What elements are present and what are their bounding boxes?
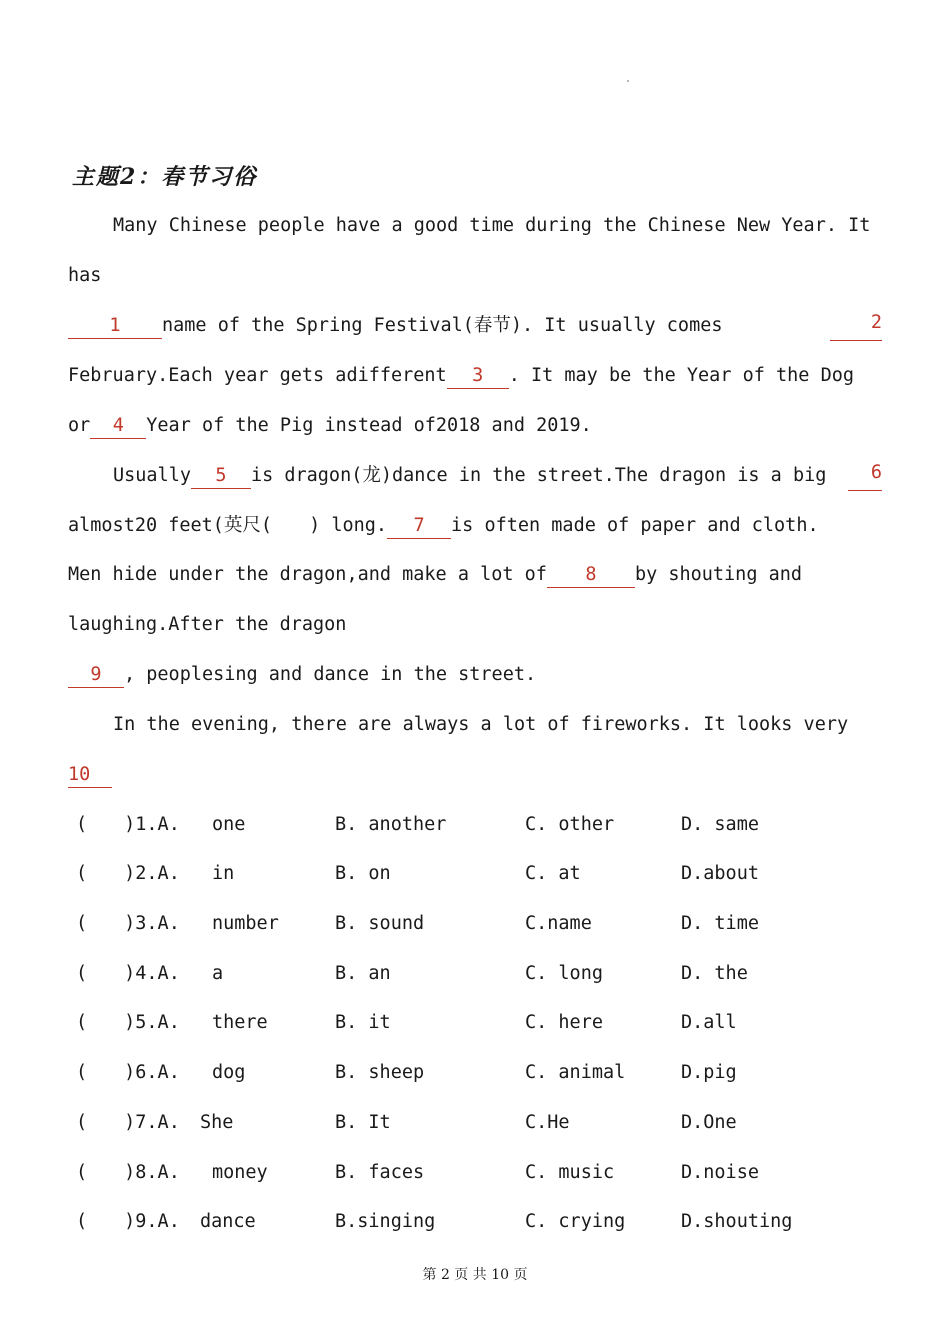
passage-line: Men hide under the dragon,and make a lot of 8 by shouting and: [68, 560, 882, 590]
option-c[interactable]: C. other: [525, 814, 615, 835]
option-d[interactable]: D.One: [681, 1112, 737, 1133]
page-footer: 第 2 页 共 10 页: [422, 1267, 528, 1283]
option-c[interactable]: C.He: [525, 1112, 570, 1133]
blank-7[interactable]: 7: [387, 514, 451, 539]
option-a[interactable]: money: [212, 1162, 268, 1183]
question-number: ( )8.A.: [76, 1162, 180, 1183]
passage-line: 9 , peoplesing and dance in the street.: [68, 660, 882, 690]
option-c[interactable]: C. long: [525, 963, 603, 984]
question-number: ( )1.A.: [76, 814, 180, 835]
blank-9[interactable]: 9: [68, 663, 124, 688]
option-a[interactable]: one: [212, 814, 246, 835]
passage-line: or 4 Year of the Pig instead of2018 and 2019.: [68, 411, 882, 441]
option-a[interactable]: there: [212, 1012, 268, 1033]
option-d[interactable]: D. same: [681, 814, 759, 835]
blank-2[interactable]: 2: [830, 311, 882, 341]
option-c[interactable]: C.name: [525, 913, 592, 934]
option-a[interactable]: a: [212, 963, 224, 984]
question-number: ( )9.A.: [76, 1211, 180, 1232]
option-b[interactable]: B. faces: [335, 1162, 425, 1183]
option-d[interactable]: D. time: [681, 913, 759, 934]
blank-3[interactable]: 3: [447, 364, 509, 389]
option-c[interactable]: C. at: [525, 863, 581, 884]
option-a[interactable]: dance: [200, 1211, 256, 1232]
option-d[interactable]: D.about: [681, 863, 759, 884]
option-c[interactable]: C. here: [525, 1012, 603, 1033]
blank-8[interactable]: 8: [547, 563, 635, 588]
option-c[interactable]: C. music: [525, 1162, 615, 1183]
option-d[interactable]: D.pig: [681, 1062, 737, 1083]
option-a[interactable]: dog: [212, 1062, 246, 1083]
speck: [627, 80, 629, 82]
passage-line: In the evening, there are always a lot of fireworks. It looks very: [113, 714, 849, 735]
question-number: ( )6.A.: [76, 1062, 180, 1083]
question-number: ( )3.A.: [76, 913, 180, 934]
passage-line: February.Each year gets adifferent 3 . It may be the Year of the Dog: [68, 361, 882, 391]
section-heading: 主题2：春节习俗: [72, 164, 258, 190]
option-b[interactable]: B. another: [335, 814, 447, 835]
blank-6[interactable]: 6: [848, 461, 882, 491]
option-b[interactable]: B. an: [335, 963, 391, 984]
option-a[interactable]: She: [200, 1112, 234, 1133]
question-number: ( )2.A.: [76, 863, 180, 884]
option-b[interactable]: B. It: [335, 1112, 391, 1133]
question-number: ( )5.A.: [76, 1012, 180, 1033]
passage-line: Many Chinese people have a good time during the Chinese New Year. It: [113, 215, 871, 236]
option-a[interactable]: in: [212, 863, 235, 884]
option-b[interactable]: B. sheep: [335, 1062, 425, 1083]
passage-line: almost20 feet(英尺( ) long. 7 is often made of paper and cloth.: [68, 511, 882, 541]
option-b[interactable]: B. sound: [335, 913, 425, 934]
option-d[interactable]: D. the: [681, 963, 748, 984]
blank-5[interactable]: 5: [191, 464, 251, 489]
blank-10[interactable]: 10: [68, 763, 112, 788]
passage-line: [68, 760, 882, 790]
option-c[interactable]: C. crying: [525, 1211, 626, 1232]
option-c[interactable]: C. animal: [525, 1062, 626, 1083]
question-number: ( )7.A.: [76, 1112, 180, 1133]
option-b[interactable]: B. it: [335, 1012, 391, 1033]
question-number: ( )4.A.: [76, 963, 180, 984]
option-b[interactable]: B.singing: [335, 1211, 436, 1232]
blank-4[interactable]: 4: [90, 414, 146, 439]
blank-1[interactable]: 1: [68, 314, 162, 339]
option-d[interactable]: D.noise: [681, 1162, 759, 1183]
passage-line: has: [68, 265, 102, 286]
passage-line: 1 name of the Spring Festival(春节). It usually comes 2: [68, 311, 882, 341]
option-d[interactable]: D.all: [681, 1012, 737, 1033]
option-a[interactable]: number: [212, 913, 279, 934]
passage-line: Usually 5 is dragon(龙)dance in the street.The dragon is a big 6: [68, 461, 882, 491]
option-d[interactable]: D.shouting: [681, 1211, 793, 1232]
option-b[interactable]: B. on: [335, 863, 391, 884]
passage-line: laughing.After the dragon: [68, 614, 347, 635]
